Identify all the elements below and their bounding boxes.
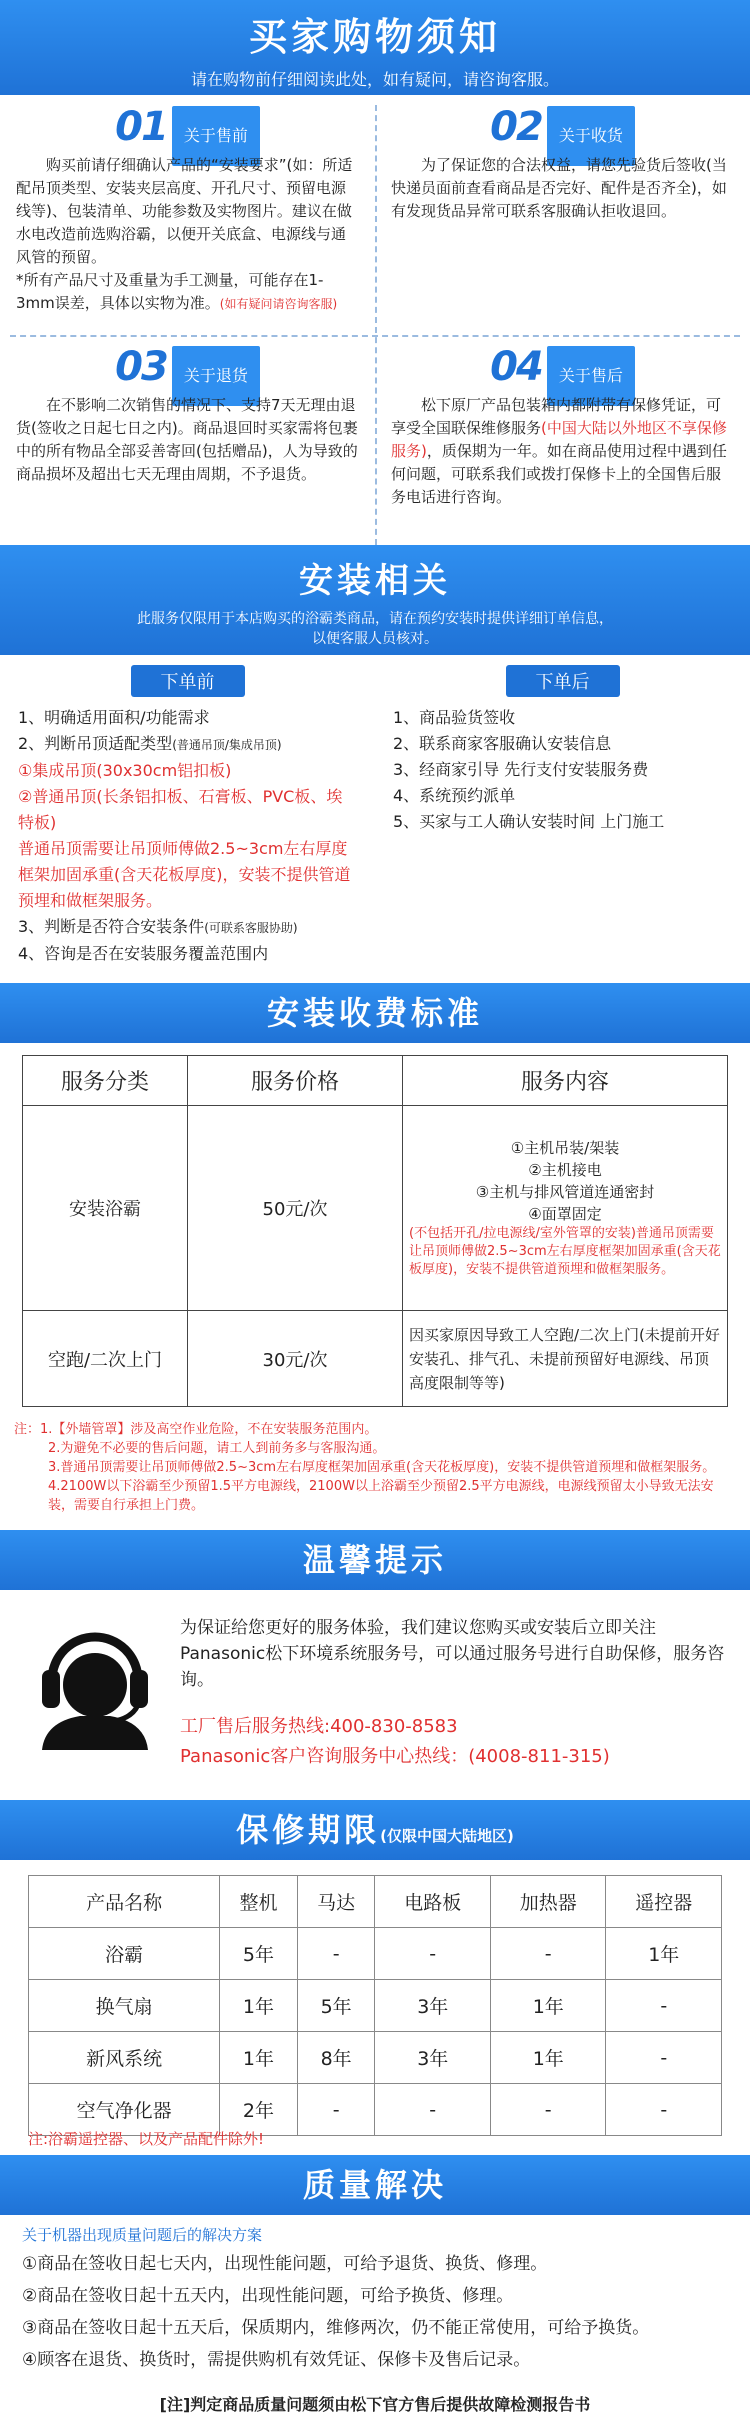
warranty-sub: (仅限中国大陆地区) [380, 1827, 514, 1845]
quality-item: ③商品在签收日起十五天后，保质期内，维修两次，仍不能正常使用，可给予换货。 [22, 2318, 650, 2338]
warranty-cell: 1年 [606, 1928, 722, 1980]
warranty-cell: 1年 [220, 1980, 298, 2032]
notice-receipt: 02 关于收货 为了保证您的合法权益，请您先验货后签收(当快递员面前查看商品是否完好、配件是否齐全)，如有发现货品异常可联系客服确认拒收退回。 [375, 100, 750, 223]
notice-return: 03 关于退货 在不影响二次销售的情况下、支持7天无理由退货(签收之日起七日之内)。商品退回时买家需将包裹中的所有物品全部妥善寄回(包括赠品)，人为导致的商品损坏及超出七天无理由周期，不予退货。 [0, 340, 375, 486]
warranty-cell: 5年 [297, 1980, 375, 2032]
warranty-cell: - [297, 2084, 375, 2136]
divider-horizontal [10, 335, 740, 337]
tag-presale: 关于售前 [172, 106, 260, 166]
notice-aftersale: 04 关于售后 松下原厂产品包装箱内都附带有保修凭证，可享受全国联保维修服务(中国大陆以外地区不享保修服务)，质保期为一年。如在商品使用过程中遇到任何问题，可联系我们或拨打保修卡上的全国售后服务电话进行咨询。 [375, 340, 750, 509]
quality-item: ④顾客在退货、换货时，需提供购机有效凭证、保修卡及售后记录。 [22, 2350, 531, 2370]
warranty-cell: 1年 [490, 1980, 606, 2032]
install-after [375, 665, 750, 835]
tips-banner [0, 1530, 750, 1590]
warranty-cell: - [490, 2084, 606, 2136]
after-step: 1、商品验货签收 [393, 708, 516, 727]
after-step: 2、联系商家客服确认安装信息 [393, 734, 612, 753]
quality-item: ①商品在签收日起七天内，出现性能问题，可给予退货、换货、修理。 [22, 2254, 548, 2274]
fee-row1-category: 安装浴霸 [23, 1106, 188, 1311]
tips-text: 为保证给您更好的服务体验，我们建议您购买或安装后立即关注Panasonic松下环境系统服务号，可以通过服务号进行自助保修，服务咨询。 [180, 1618, 725, 1690]
presale-text2: *所有产品尺寸及重量为手工测量，可能存在1-3mm误差，具体以实物为准。(如有疑问请咨询客服) [16, 271, 338, 312]
return-text: 在不影响二次销售的情况下、支持7天无理由退货(签收之日起七日之内)。商品退回时买家需将包裹中的所有物品全部妥善寄回(包括赠品)，人为导致的商品损坏及超出七天无理由周期，不予退货。 [16, 396, 358, 483]
before-step: ①集成吊顶(30x30cm铝扣板) [18, 761, 232, 780]
before-step: 普通吊顶需要让吊顶师傅做2.5~3cm左右厚度框架加固承重(含天花板厚度)，安装不提供管道预埋和做框架服务。 [18, 839, 351, 910]
notice-presale: 01 关于售前 购买前请仔细确认产品的“安装要求”(如：所适配吊顶类型、安装夹层高度、开孔尺寸、预留电源线等)、包装清单、功能参数及实物图片。建议在做水电改造前选购浴霸，以便开关底盒、电源线与通风管的预留。 *所有产品尺寸及重量为手工测量，可能存在1-3mm误差，具体以实物为准。(如有疑问请咨询客服) [0, 100, 375, 316]
warranty-header-cell: 马达 [297, 1876, 375, 1928]
tips-title: 温馨提示 [302, 1541, 447, 1579]
warranty-cell: 3年 [375, 1980, 491, 2032]
quality-title: 质量解决 [302, 2166, 447, 2204]
headset-icon [30, 1610, 160, 1750]
warranty-table [28, 1875, 722, 2136]
before-step: 2、判断吊顶适配类型(普通吊顶/集成吊顶) [18, 734, 282, 753]
after-step: 4、系统预约派单 [393, 786, 516, 805]
fee-title: 安装收费标准 [266, 994, 483, 1032]
after-step: 5、买家与工人确认安装时间 上门施工 [393, 812, 665, 831]
before-step: ②普通吊顶(长条铝扣板、石膏板、PVC板、埃特板) [18, 787, 343, 832]
fee-header-content: 服务内容 [403, 1056, 728, 1106]
header-banner [0, 0, 750, 95]
warranty-header-cell: 遥控器 [606, 1876, 722, 1928]
page-title: 买家购物须知 [248, 15, 501, 59]
quality-list [22, 2248, 732, 2376]
before-list [18, 705, 357, 967]
fee-row2-category: 空跑/二次上门 [23, 1311, 188, 1407]
presale-text: 购买前请仔细确认产品的“安装要求”(如：所适配吊顶类型、安装夹层高度、开孔尺寸、预留电源线等)、包装清单、功能参数及实物图片。建议在做水电改造前选购浴霸，以便开关底盒、电源线与通风管的预留。 [16, 156, 353, 266]
warranty-title: 保修期限 [236, 1811, 381, 1849]
warranty-cell: - [490, 1928, 606, 1980]
fee-table [22, 1055, 728, 1407]
warranty-header-cell: 整机 [220, 1876, 298, 1928]
warranty-banner [0, 1800, 750, 1860]
after-list [393, 705, 732, 835]
warranty-cell: 1年 [490, 2032, 606, 2084]
install-desc1: 此服务仅限用于本店购买的浴霸类商品，请在预约安装时提供详细订单信息， [137, 611, 613, 627]
fee-notes: 注：1.【外墙管罩】涉及高空作业危险，不在安装服务范围内。 2.为避免不必要的售后问题，请工人到前务多与客服沟通。 3.普通吊顶需要让吊顶师傅做2.5~3cm左右厚度框架加固承重(含天花板厚度)，安装不提供管道预埋和做框架服务。 4.2100W以下浴霸至少预留1.5平方电源线，2100W以上浴霸至少预留2.5平方电源线，电源线预留太小导致无法安装，需要自行承担上门费。 [14, 1422, 716, 1513]
before-order-label: 下单前 [131, 665, 245, 697]
quality-item: ②商品在签收日起十五天内，出现性能问题，可给予换货、修理。 [22, 2286, 514, 2306]
fee-header-category: 服务分类 [23, 1056, 188, 1106]
tag-aftersale: 关于售后 [547, 346, 635, 406]
warranty-row [29, 2032, 722, 2084]
before-step: 4、咨询是否在安装服务覆盖范围内 [18, 944, 269, 963]
after-order-label: 下单后 [506, 665, 620, 697]
tag-return: 关于退货 [172, 346, 260, 406]
quality-sub: 关于机器出现质量问题后的解决方案 [22, 2226, 263, 2244]
fee-row2-content: 因买家原因导致工人空跑/二次上门(未提前开好安装孔、排气孔、未提前预留好电源线、吊顶高度限制等等) [403, 1311, 728, 1407]
fee-banner [0, 983, 750, 1043]
hotline-customer: Panasonic客户咨询服务中心热线：(4008-811-315) [180, 1746, 610, 1767]
warranty-row [29, 1980, 722, 2032]
warranty-cell: 换气扇 [29, 1980, 220, 2032]
before-step: 1、明确适用面积/功能需求 [18, 708, 210, 727]
warranty-cell: 8年 [297, 2032, 375, 2084]
after-step: 3、经商家引导 先行支付安装服务费 [393, 760, 649, 779]
warranty-cell: - [606, 2084, 722, 2136]
fee-row1-content: ①主机吊装/架装 ②主机接电 ③主机与排风管道连通密封 ④面罩固定 (不包括开孔/拉电源线/室外管罩的安装)普通吊顶需要让吊顶师傅做2.5~3cm左右厚度框架加固承重(含天花板厚度)，安装不提供管道预埋和做框架服务。 [403, 1106, 728, 1311]
install-title: 安装相关 [299, 561, 451, 601]
before-step: 3、判断是否符合安装条件(可联系客服协助) [18, 917, 298, 936]
warranty-cell: - [375, 2084, 491, 2136]
warranty-cell: 浴霸 [29, 1928, 220, 1980]
warranty-cell: 5年 [220, 1928, 298, 1980]
aftersale-text: 松下原厂产品包装箱内都附带有保修凭证，可享受全国联保维修服务(中国大陆以外地区不享保修服务)，质保期为一年。如在商品使用过程中遇到任何问题，可联系我们或拨打保修卡上的全国售后服务电话进行咨询。 [391, 396, 727, 506]
receipt-text: 为了保证您的合法权益，请您先验货后签收(当快递员面前查看商品是否完好、配件是否齐全)，如有发现货品异常可联系客服确认拒收退回。 [391, 156, 727, 220]
warranty-row [29, 1928, 722, 1980]
warranty-cell: 3年 [375, 2032, 491, 2084]
install-banner [0, 545, 750, 655]
install-before [0, 665, 375, 967]
warranty-header-cell: 产品名称 [29, 1876, 220, 1928]
warranty-cell: - [606, 2032, 722, 2084]
warranty-note: 注:浴霸遥控器、以及产品配件除外! [28, 2130, 265, 2148]
warranty-cell: - [606, 1980, 722, 2032]
warranty-header-cell: 电路板 [375, 1876, 491, 1928]
quality-banner [0, 2155, 750, 2215]
install-desc2: 以便客服人员核对。 [312, 631, 438, 647]
warranty-cell: 1年 [220, 2032, 298, 2084]
fee-header-price: 服务价格 [188, 1056, 403, 1106]
warranty-cell: 新风系统 [29, 2032, 220, 2084]
page-subtitle: 请在购物前仔细阅读此处，如有疑问，请咨询客服。 [190, 70, 559, 89]
warranty-cell: 2年 [220, 2084, 298, 2136]
warranty-cell: - [375, 1928, 491, 1980]
warranty-cell: - [297, 1928, 375, 1980]
warranty-cell: 空气净化器 [29, 2084, 220, 2136]
quality-footer: [注]判定商品质量问题须由松下官方售后提供故障检测报告书 [159, 2395, 591, 2414]
tag-receipt: 关于收货 [547, 106, 635, 166]
warranty-header-cell: 加热器 [490, 1876, 606, 1928]
hotline-factory: 工厂售后服务热线:400-830-8583 [180, 1716, 458, 1737]
fee-row2-price: 30元/次 [188, 1311, 403, 1407]
fee-row1-price: 50元/次 [188, 1106, 403, 1311]
